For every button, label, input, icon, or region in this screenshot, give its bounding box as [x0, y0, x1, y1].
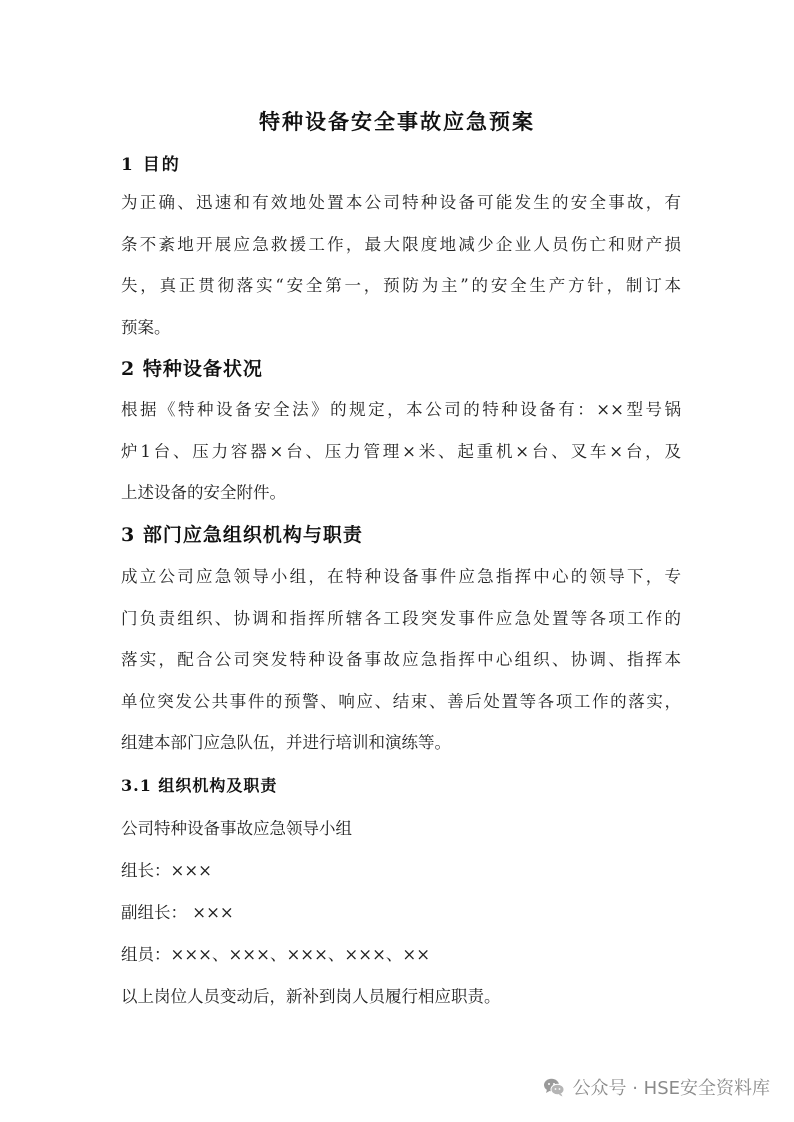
paragraph-line: 成立公司应急领导小组，在特种设备事件应急指挥中心的领导下，专	[121, 567, 681, 586]
section-3-1-heading: 3.1 组织机构及职责	[121, 776, 278, 795]
paragraph-line: 根据《特种设备安全法》的规定，本公司的特种设备有：××型号锅	[121, 400, 681, 419]
paragraph-line: 落实，配合公司突发特种设备事故应急指挥中心组织、协调、指挥本	[121, 650, 681, 669]
group-name: 公司特种设备事故应急领导小组	[121, 819, 352, 838]
paragraph-line: 单位突发公共事件的预警、响应、结束、善后处置等各项工作的落实，	[121, 691, 681, 711]
section-1-heading: 1 目的	[121, 155, 181, 175]
section-2-paragraph	[121, 389, 681, 514]
paragraph-line: 条不紊地开展应急救援工作，最大限度地减少企业人员伤亡和财产损	[121, 234, 681, 254]
paragraph-line: 炉1台、压力容器×台、压力管理×米、起重机×台、叉车×台，及	[121, 441, 681, 461]
paragraph-line: 为正确、迅速和有效地处置本公司特种设备可能发生的安全事故，有	[121, 193, 681, 212]
watermark-text: 公众号 · HSE安全资料库	[572, 1078, 770, 1099]
wechat-icon	[543, 1076, 565, 1098]
document-title: 特种设备安全事故应急预案	[259, 109, 535, 134]
paragraph-line: 失，真正贯彻落实“安全第一，预防为主”的安全生产方针，制订本	[121, 276, 681, 295]
paragraph-line: 上述设备的安全附件。	[121, 483, 286, 502]
leader-line: 组长：×××	[121, 861, 212, 880]
paragraph-line: 预案。	[121, 317, 171, 337]
responsibility-note: 以上岗位人员变动后，新补到岗人员履行相应职责。	[121, 987, 501, 1006]
deputy-leader-line: 副组长： ×××	[121, 903, 234, 922]
section-1-paragraph	[121, 182, 681, 348]
members-line: 组员：×××、×××、×××、×××、××	[121, 945, 431, 964]
section-3-heading: 3 部门应急组织机构与职责	[121, 524, 363, 546]
paragraph-line: 门负责组织、协调和指挥所辖各工段突发事件应急处置等各项工作的	[121, 608, 681, 628]
section-2-heading: 2 特种设备状况	[121, 358, 263, 380]
section-3-paragraph	[121, 556, 681, 764]
paragraph-line: 组建本部门应急队伍，并进行培训和演练等。	[121, 733, 451, 752]
watermark	[543, 1074, 771, 1100]
